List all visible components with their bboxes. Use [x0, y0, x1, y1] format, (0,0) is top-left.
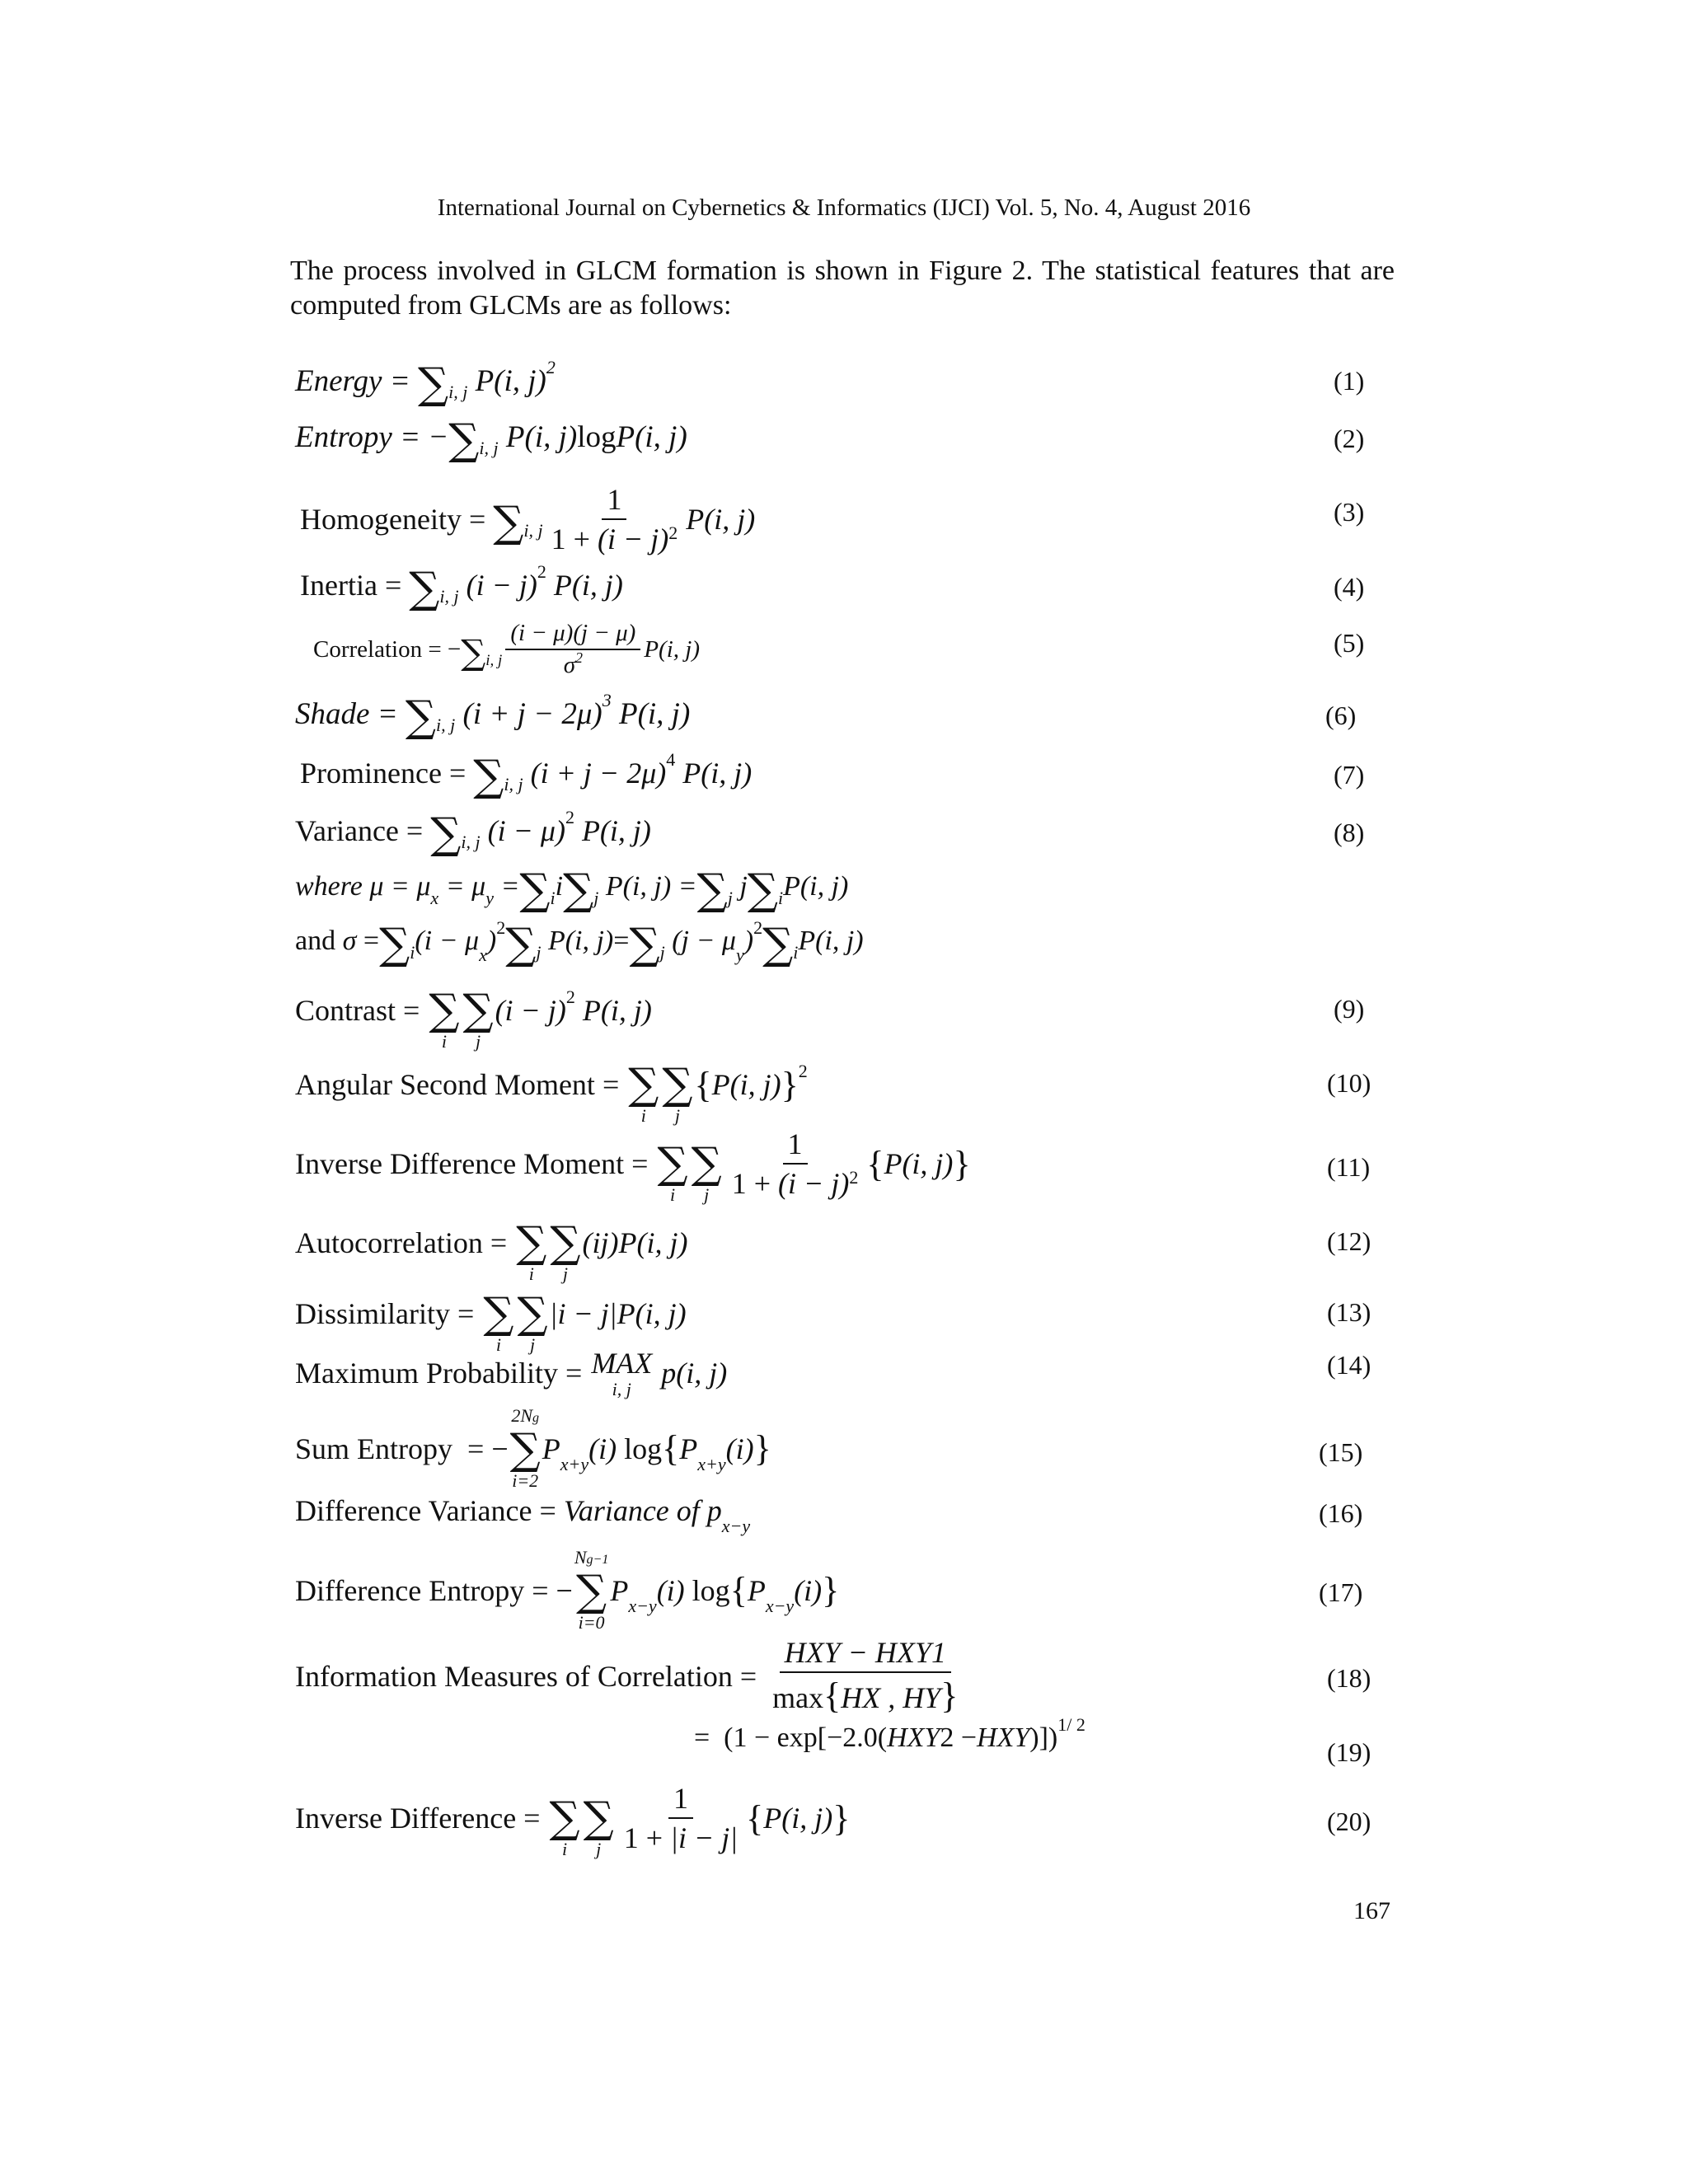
eq-label: Inverse Difference	[295, 1802, 517, 1835]
eq-number: (16)	[1319, 1498, 1363, 1528]
eq-number: (17)	[1319, 1577, 1363, 1607]
eq-label: Dissimilarity	[295, 1297, 450, 1330]
eq-number: (15)	[1319, 1437, 1363, 1467]
intro-line-2: computed from GLCMs are as follows:	[290, 290, 732, 321]
page-number: 167	[1353, 1897, 1390, 1924]
intro-line-1: The process involved in GLCM formation is shown in Figure 2. The statistical features that are	[290, 255, 1395, 286]
where-prefix: where	[295, 871, 363, 902]
eq-label: Prominence	[300, 757, 442, 790]
eq-number: (13)	[1327, 1297, 1372, 1327]
eq-number: (7)	[1334, 760, 1365, 790]
eq-label: Inverse Difference Moment	[295, 1147, 625, 1180]
eq-label: Correlation	[313, 635, 423, 663]
eq-number: (20)	[1327, 1807, 1372, 1836]
eq-number: (6)	[1325, 701, 1357, 730]
eq-number: (9)	[1334, 994, 1365, 1024]
eq-label: Shade	[295, 696, 370, 731]
eq-number: (8)	[1334, 818, 1365, 847]
eq-number: (2)	[1334, 424, 1365, 453]
and-prefix: and	[295, 926, 336, 956]
intro-paragraph	[290, 254, 1395, 323]
eq-label: Entropy	[295, 419, 392, 454]
eq-number: (10)	[1327, 1068, 1372, 1098]
journal-header: International Journal on Cybernetics & Informatics (IJCI) Vol. 5, No. 4, August 2016	[437, 194, 1251, 221]
eq-number: (5)	[1334, 628, 1365, 658]
eq-label: Maximum Probability	[295, 1357, 558, 1390]
eq-number: (11)	[1327, 1152, 1371, 1182]
eq-label: Angular Second Moment	[295, 1068, 595, 1101]
eq-number: (12)	[1327, 1226, 1372, 1256]
eq-number: (19)	[1327, 1737, 1372, 1767]
eq-number: (14)	[1327, 1350, 1372, 1380]
eq-label: Variance	[295, 814, 399, 847]
eq-label: Inertia	[300, 569, 377, 602]
eq-label: Sum Entropy	[295, 1432, 453, 1465]
eq-label: Contrast	[295, 994, 396, 1027]
eq-number: (1)	[1334, 366, 1365, 396]
eq-number: (3)	[1334, 497, 1365, 527]
eq-label: Energy	[295, 363, 382, 398]
eq-label: Difference Entropy	[295, 1573, 525, 1607]
eq-label: Autocorrelation	[295, 1226, 483, 1259]
eq-number: (4)	[1334, 572, 1365, 602]
eq-label: Information Measures of Correlation	[295, 1659, 733, 1693]
eq-label: Difference Variance	[295, 1494, 532, 1527]
eq-number: (18)	[1327, 1663, 1372, 1693]
eq-label: Homogeneity	[300, 503, 462, 536]
